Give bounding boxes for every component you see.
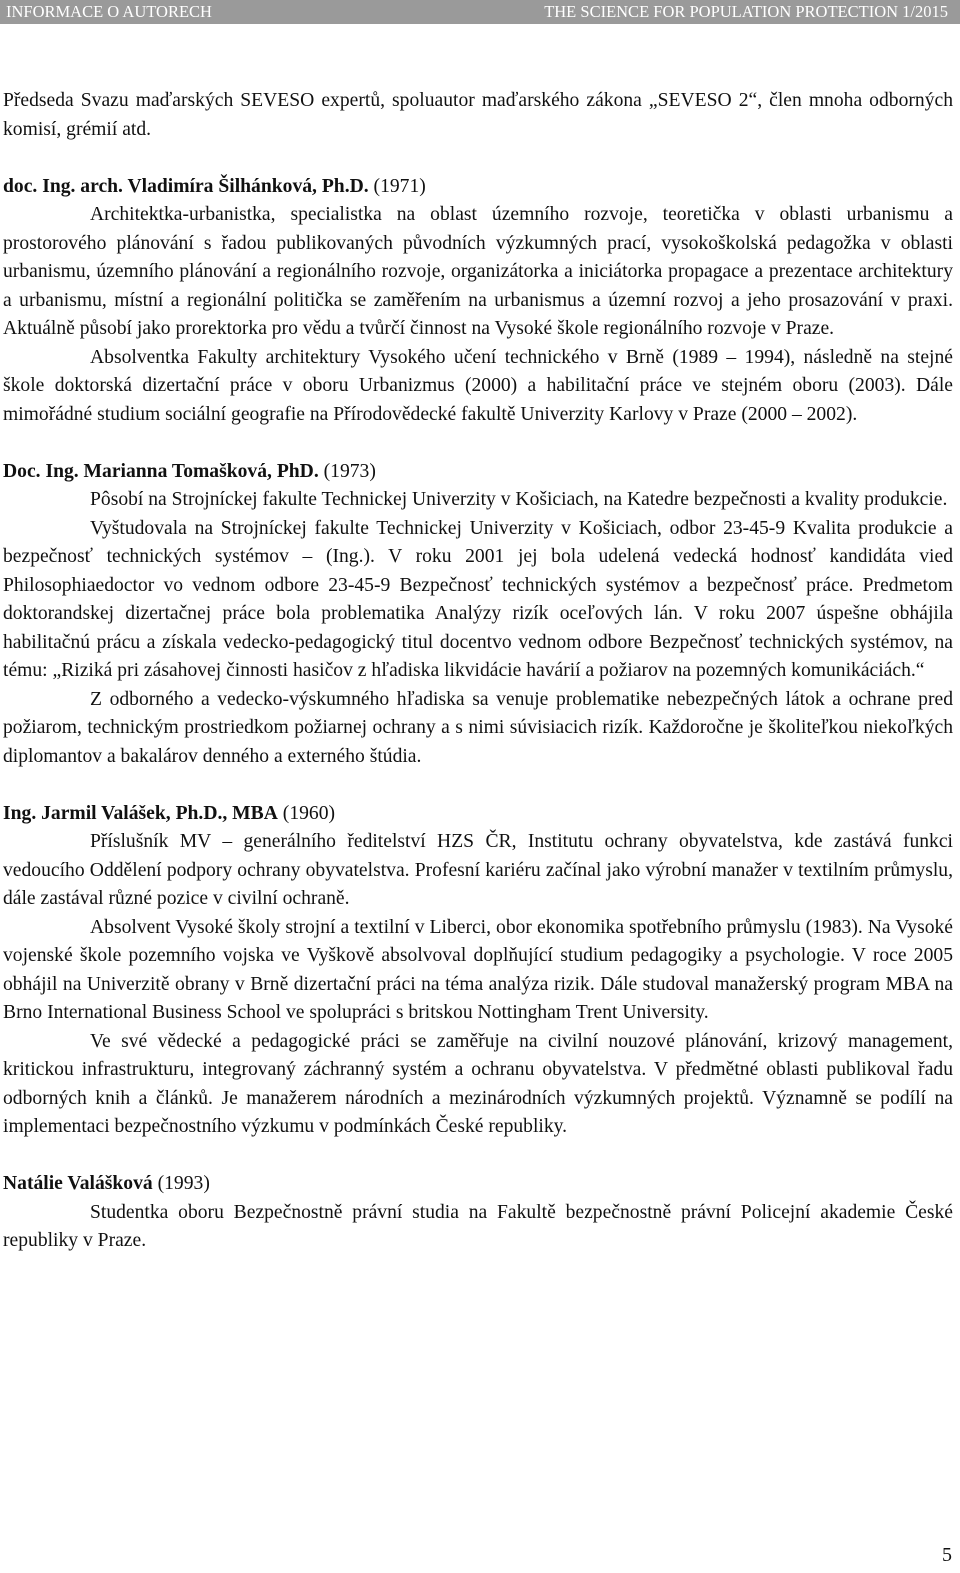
author-heading [3,800,953,829]
intro-paragraph: Předseda Svazu maďarských SEVESO expertů, spoluautor maďarského zákona „SEVESO 2“, člen mnoha odborných komisí, grémií atd. [3,90,953,140]
bio-paragraph: Z odborného a vedecko-výskumného hľadiska sa venuje problematike nebezpečných látok a ochrane pred požiarom, technickým prostriedkom požiarnej ochrany a s nimi súvisiacich rizík. Každoročne je školiteľkou niekoľkých diplomantov a bakalárov denného a externého štúdia. [3,688,953,767]
header-journal-title: THE SCIENCE FOR POPULATION PROTECTION 1/2015 [544,2,948,21]
bio-paragraph: Absolvent Vysoké školy strojní a textilní v Liberci, obor ekonomika spotřebního průmyslu (1983). Na Vysoké vojenské škole pozemního vojska ve Vyškově absolvoval doplňující studium pedagogiky a psychologie. V roce 2005 obhájil na Univerzitě obrany v Brně dizertační práci na téma analýza rizik. Dále studoval manažerský program MBA na Brno International Business School ve spolupráci s britskou Nottingham Trent University. [3,916,953,1023]
running-header [0,0,960,24]
author-heading [3,458,953,487]
bio-paragraph: Příslušník MV – generálního ředitelství HZS ČR, Institutu ochrany obyvatelstva, kde zastává funkci vedoucího Oddělení podpory ochrany obyvatelstva. Profesní kariéru začínal jako výrobní manažer v textilním průmyslu, dále zastával různé pozice v civilní ochraně. [3,831,953,909]
bio-paragraph: Vyštudovala na Strojníckej fakulte Technickej Univerzity v Košiciach, odbor 23-45-9 Kvalita produkcie a bezpečnosť technických systémov – (Ing.). V roku 2001 jej bola udelená vedecká hodnosť kandidáta vied Philosophiaedoctor vo vednom odbore 23-45-9 Bezpečnosť technických systémov a bezpečnosť práce. Predmetom doktorandskej dizertačnej práce bola problematika Analýzy rizík oceľových lán. V roku 2007 úspešne obhájila habilitačnú prácu a získala vedecko-pedagogický titul docentvo vednom odbore Bezpečnosť technických systémov, na tému: „Riziká pri zásahovej činnosti hasičov z hľadiska likvidácie havárií a požiarov na pozemných komunikáciách.“ [3,517,953,681]
author-heading [3,173,953,202]
author-birth-year: (1993) [152,1173,210,1194]
page-number: 5 [942,1544,952,1566]
bio-paragraph: Absolventka Fakulty architektury Vysokého učení technického v Brně (1989 – 1994), následně na stejné škole doktorská dizertační práce v oboru Urbanizmus (2000) a habilitační práce ve stejném oboru (2003). Dále mimořádné studium sociální geografie na Přírodovědecké fakultě Univerzity Karlovy v Praze (2000 – 2002). [3,346,953,425]
author-birth-year: (1973) [318,460,376,482]
author-name: Natálie Valášková [3,1173,153,1194]
bio-paragraph: Pôsobí na Strojníckej fakulte Technickej Univerzity v Košiciach, na Katedre bezpečnosti a kvality produkcie. [90,489,948,510]
author-name: Ing. Jarmil Valášek, Ph.D., MBA [3,802,278,824]
author-name: Doc. Ing. Marianna Tomašková, PhD. [3,460,319,482]
author-birth-year: (1971) [368,175,426,197]
header-section-title: INFORMACE O AUTORECH [6,2,212,21]
bio-paragraph: Ve své vědecké a pedagogické práci se zaměřuje na civilní nouzové plánování, krizový management, kritickou infrastrukturu, integrovaný záchranný systém a ochranu obyvatelstva. V předmětné oblasti publikoval řadu odborných knih a článků. Je manažerem národních a mezinárodních výzkumných projektů. Významně se podílí na implementaci bezpečnostního výzkumu v podmínkách České republiky. [3,1030,953,1137]
author-birth-year: (1960) [277,802,336,824]
author-heading [3,1170,953,1199]
document-body [3,87,953,1256]
bio-paragraph: Architektka-urbanistka, specialistka na oblast územního rozvoje, teoretička v oblasti urbanismu a prostorového plánování s řadou publikovaných původních výzkumných prací, vysokoškolská pedagožka v oblasti urbanismu, územního plánování a regionálního rozvoje, organizátorka a iniciátorka propagace a prezentace architektury a urbanismu, místní a regionální politička se zaměřením na urbanismus a územní rozvoj a jeho prosazování v praxi. Aktuálně působí jako prorektorka pro vědu a tvůrčí činnost na Vysoké škole regionálního rozvoje v Praze. [3,204,953,339]
author-name: doc. Ing. arch. Vladimíra Šilhánková, Ph.D. [3,175,369,197]
bio-paragraph: Studentka oboru Bezpečnostně právní studia na Fakultě bezpečnostně právní Policejní akademie České republiky v Praze. [3,1201,953,1251]
